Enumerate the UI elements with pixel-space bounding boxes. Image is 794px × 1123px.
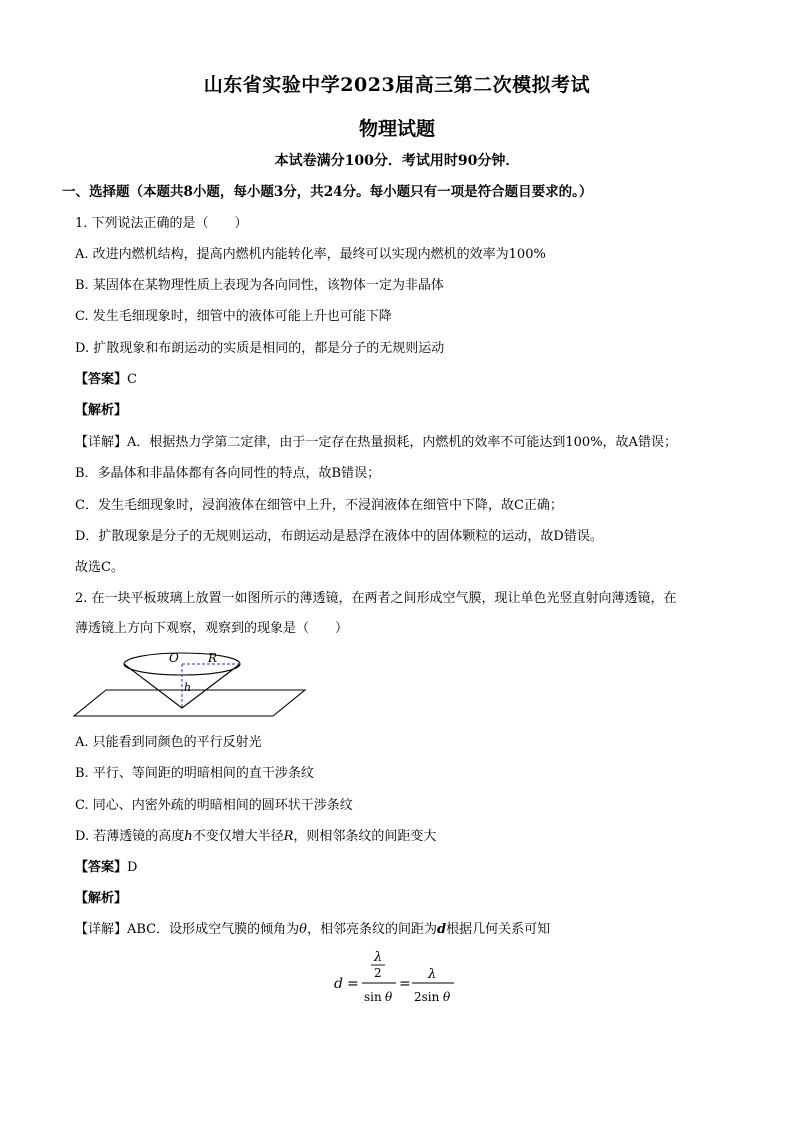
formula-lhs: d bbox=[334, 976, 343, 992]
answer-value: C bbox=[127, 372, 137, 387]
formula-theta2: θ bbox=[443, 990, 451, 1004]
lens-figure bbox=[70, 648, 310, 720]
q2-stem-line1: 2. 在一块平板玻璃上放置一如图所示的薄透镜，在两者之间形成空气膜，现让单色光竖直射向薄透镜，在 bbox=[75, 591, 677, 606]
q1-stem: 1. 下列说法正确的是（ ） bbox=[75, 216, 248, 231]
var-theta: θ bbox=[299, 922, 307, 937]
var-h: h bbox=[184, 829, 193, 844]
answer-value: D bbox=[127, 860, 138, 875]
q1-option-b: B. 某固体在某物理性质上表现为各向同性，该物体一定为非晶体 bbox=[75, 278, 444, 293]
var-d: d bbox=[436, 922, 447, 937]
subject-title: 物理试题 bbox=[358, 118, 435, 140]
section-heading: 一、选择题（本题共8小题，每小题3分，共24分。每小题只有一项是符合题目要求的。） bbox=[62, 184, 593, 200]
q1-detail-line: 故选C。 bbox=[75, 560, 124, 575]
q2-option-c: C. 同心、内密外疏的明暗相间的圆环状干涉条纹 bbox=[75, 798, 353, 813]
formula bbox=[330, 946, 470, 1010]
label-o: O bbox=[169, 651, 179, 665]
q1-detail-line: D．扩散现象是分子的无规则运动，布朗运动是悬浮在液体中的固体颗粒的运动，故D错误。 bbox=[75, 529, 603, 544]
answer-tag: 【答案】 bbox=[75, 372, 128, 387]
q1-answer bbox=[75, 371, 137, 389]
q2-analysis-tag: 【解析】 bbox=[75, 891, 128, 906]
q1-detail-line: 【详解】A．根据热力学第二定律，由于一定存在热量损耗，内燃机的效率不可能达到100%，故A错误； bbox=[75, 435, 677, 450]
q1-detail-line: C．发生毛细现象时，浸润液体在细管中上升，不浸润液体在细管中下降，故C正确； bbox=[75, 498, 563, 513]
exam-info: 本试卷满分100分．考试用时90分钟． bbox=[274, 153, 520, 169]
q1-detail-line: B．多晶体和非晶体都有各向同性的特点，故B错误； bbox=[75, 466, 381, 481]
q1-analysis-tag: 【解析】 bbox=[75, 403, 128, 418]
q1-option-d: D. 扩散现象和布朗运动的实质是相同的，都是分子的无规则运动 bbox=[75, 341, 445, 356]
answer-tag: 【答案】 bbox=[75, 860, 128, 875]
formula-sin: sin bbox=[364, 990, 382, 1004]
var-r: R bbox=[283, 829, 294, 844]
formula-den: 2sin bbox=[414, 990, 440, 1004]
formula-eq2: = bbox=[399, 976, 411, 992]
label-r: R bbox=[208, 651, 218, 665]
formula-lambda-right: λ bbox=[428, 967, 437, 982]
q1-option-a: A. 改进内燃机结构，提高内燃机内能转化率，最终可以实现内燃机的效率为100% bbox=[75, 247, 546, 262]
q2-option-d: D. 若薄透镜的高度h不变仅增大半径R，则相邻条纹的间距变大 bbox=[75, 829, 437, 844]
q2-option-b: B. 平行、等间距的明暗相间的直干涉条纹 bbox=[75, 766, 314, 781]
q2-option-a: A. 只能看到同颜色的平行反射光 bbox=[75, 735, 262, 750]
q1-option-c: C. 发生毛细现象时，细管中的液体可能上升也可能下降 bbox=[75, 309, 392, 324]
label-h: h bbox=[184, 681, 192, 694]
q2-answer bbox=[75, 859, 137, 877]
q2-stem-line2: 薄透镜上方向下观察，观察到的现象是（ ） bbox=[75, 621, 349, 636]
formula-lambda-top: λ bbox=[374, 950, 383, 965]
formula-two: 2 bbox=[374, 966, 382, 980]
formula-eq1: = bbox=[347, 976, 359, 992]
q2-detail: 【详解】ABC．设形成空气膜的倾角为θ，相邻亮条纹的间距为d根据几何关系可知 bbox=[75, 922, 551, 937]
school-title: 山东省实验中学2023届高三第二次模拟考试 bbox=[203, 74, 591, 96]
formula-theta: θ bbox=[385, 990, 393, 1004]
